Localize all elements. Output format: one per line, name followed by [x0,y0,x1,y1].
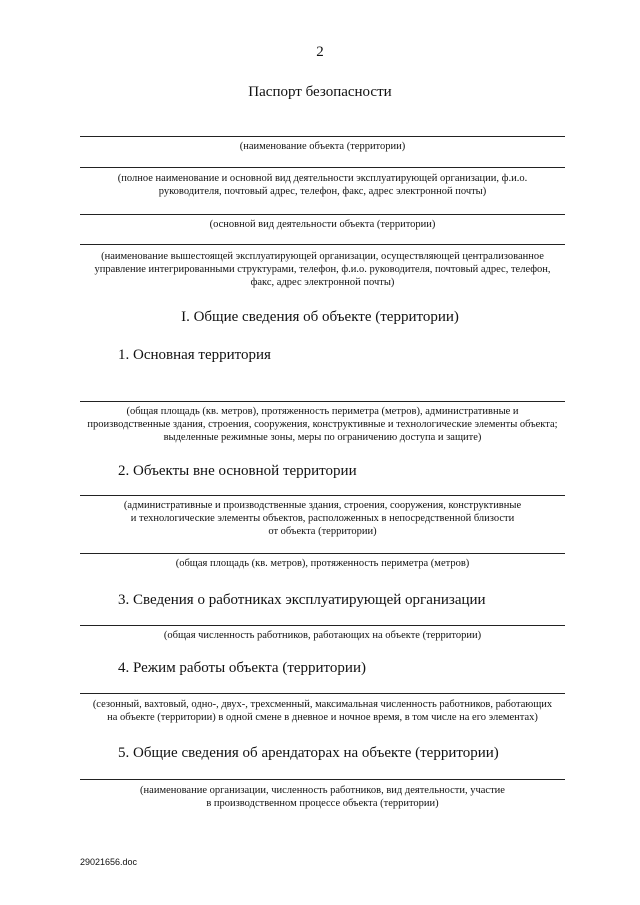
caption-territory-line3: выделенные режимные зоны, меры по ограничению доступа и защите) [163,432,482,443]
fill-line [80,401,565,402]
caption-territory-line2: производственные здания, строения, сооружения, конструктивные и технологические элементы объекта; [87,419,558,430]
caption-area-perimeter: (общая площадь (кв. метров), протяженность периметра (метров) [175,558,470,569]
section-heading: I. Общие сведения об объекте (территории) [181,309,459,325]
fill-line [80,167,565,168]
caption-outside-line2: и технологические элементы объектов, расположенных в непосредственной близости [130,513,515,524]
subsection-heading-main-territory: 1. Основная территория [118,347,271,363]
document-title: Паспорт безопасности [248,84,392,100]
caption-organization-line1: (полное наименование и основной вид деятельности эксплуатирующей организации, ф.и.о. [117,173,528,184]
footer-filename: 29021656.doc [80,857,138,867]
caption-tenants-line2: в производственном процессе объекта (территории) [206,798,439,809]
caption-parent-org-line3: факс, адрес электронной почты) [250,277,395,288]
caption-outside-line1: (административные и производственные здания, строения, сооружения, конструктивные [123,500,522,511]
caption-object-name: (наименование объекта (территории) [239,141,406,152]
fill-line [80,553,565,554]
fill-line [80,693,565,694]
subsection-heading-outside-objects: 2. Объекты вне основной территории [118,463,357,479]
caption-work-mode-line2: на объекте (территории) в одной смене в дневное и ночное время, в том числе на его элементах) [107,712,538,723]
caption-workers: (общая численность работников, работающих на объекте (территории) [163,630,482,641]
fill-line [80,495,565,496]
fill-line [80,625,565,626]
fill-line [80,214,565,215]
page-number: 2 [316,44,324,60]
fill-line [80,244,565,245]
subsection-heading-workers: 3. Сведения о работниках эксплуатирующей организации [118,592,486,608]
fill-line [80,136,565,137]
caption-work-mode-line1: (сезонный, вахтовый, одно-, двух-, трехсменный, максимальная численность работников, работающих [92,699,553,710]
caption-activity: (основной вид деятельности объекта (территории) [209,219,436,230]
caption-organization-line2: руководителя, почтовый адрес, телефон, факс, адрес электронной почты) [158,186,487,197]
caption-outside-line3: от объекта (территории) [268,526,377,537]
caption-tenants-line1: (наименование организации, численность работников, вид деятельности, участие [140,785,505,796]
subsection-heading-tenants: 5. Общие сведения об арендаторах на объекте (территории) [118,745,499,761]
caption-parent-org-line2: управление интегрированными структурами, телефон, ф.и.о. руководителя, почтовый адрес, телефон, [94,264,551,275]
caption-parent-org-line1: (наименование вышестоящей эксплуатирующей организации, осуществляющей централизованное [101,251,544,262]
subsection-heading-work-mode: 4. Режим работы объекта (территории) [118,660,366,676]
fill-line [80,779,565,780]
caption-territory-line1: (общая площадь (кв. метров), протяженность периметра (метров), административные и [126,406,519,417]
